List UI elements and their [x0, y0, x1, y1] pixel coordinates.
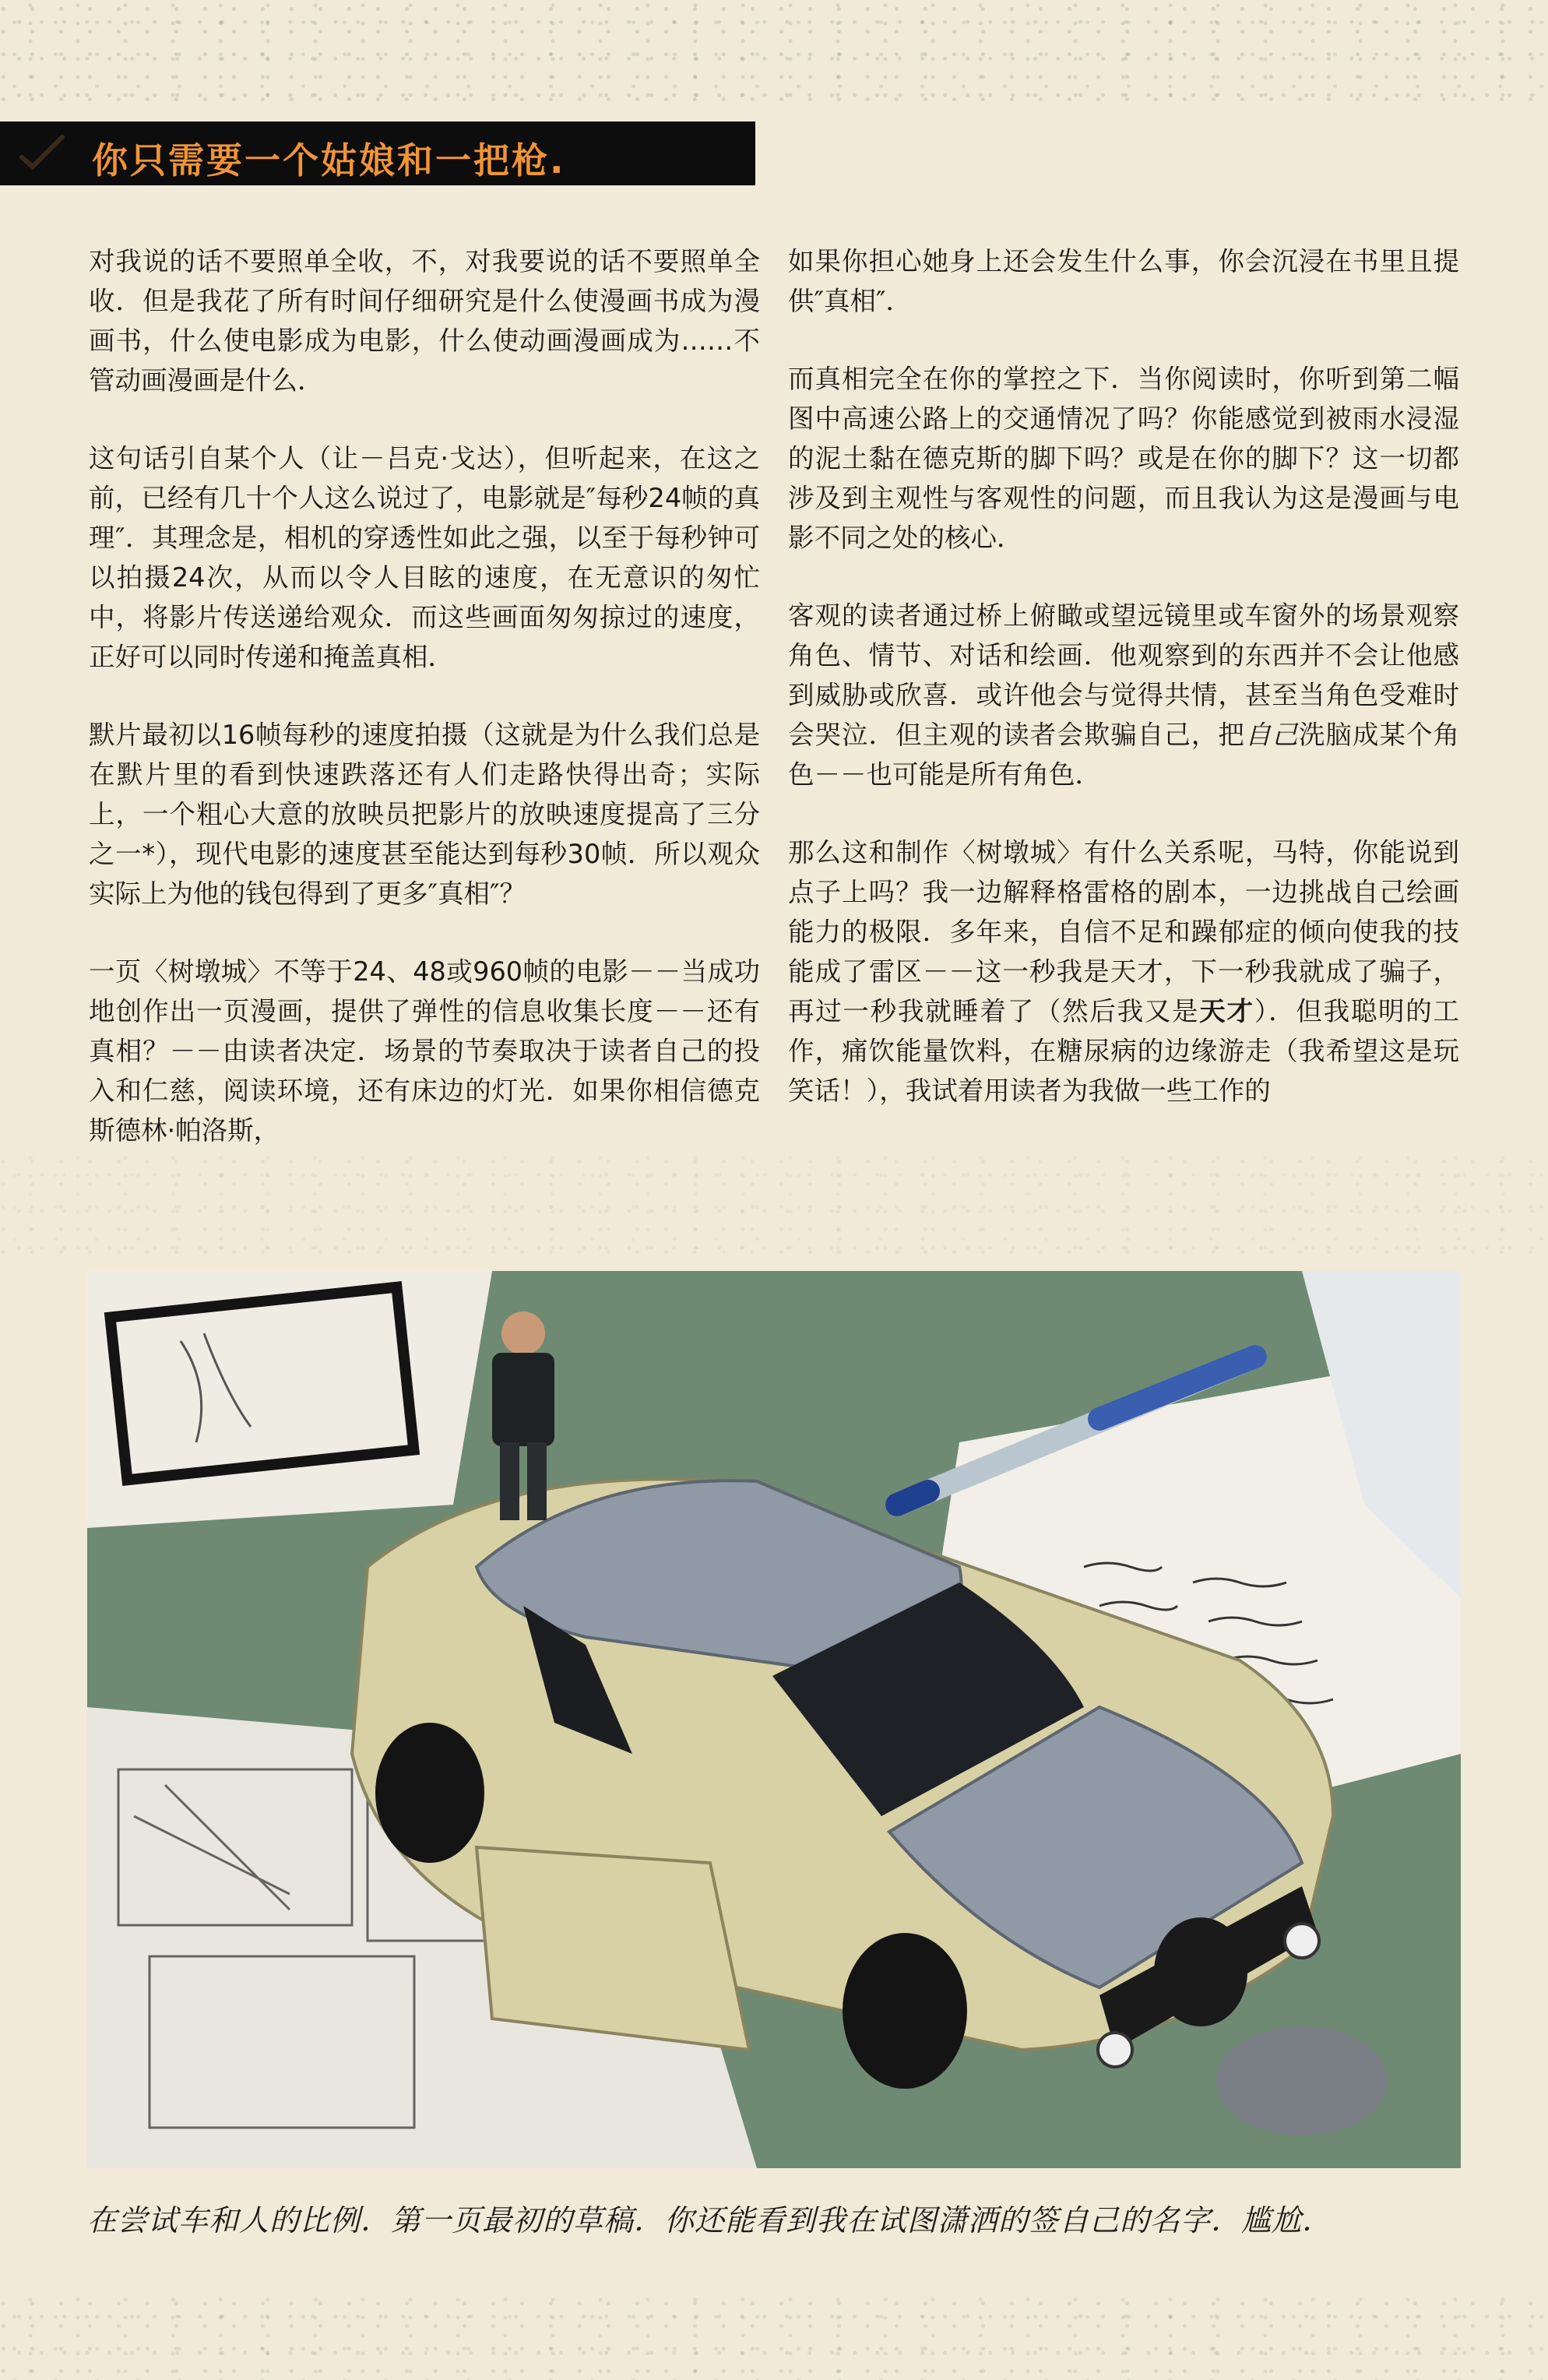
right-paragraph-1: 如果你担心她身上还会发生什么事，你会沉浸在书里且提供″真相″．: [788, 246, 1459, 316]
brush-mark-icon: [16, 126, 70, 181]
emphasis-genius: 天才: [1199, 996, 1254, 1026]
left-paragraph-2: 这句话引自某个人（让－吕克·戈达），但听起来，在这之前，已经有几十个人这么说过了，电影就是″每秒24帧的真理″．其理念是，相机的穿透性如此之强，以至于每秒钟可以拍摄24次，从而以令人目眩的速度，在无意识的匆忙中，将影片传送递给观众．而这些画面匆匆掠过的速度，正好可以同时传递和掩盖真相．: [89, 443, 760, 672]
left-column: [89, 241, 760, 1150]
right-paragraph-3-text-end: 洗脑成某个角色－－也可能是所有角色．: [788, 720, 1460, 790]
emphasis-self: 自己: [1244, 720, 1299, 750]
right-column: [788, 241, 1459, 1111]
left-paragraph-1: 对我说的话不要照单全收，不，对我要说的话不要照单全收．但是我花了所有时间仔细研究是什么使漫画书成为漫画书，什么使电影成为电影，什么使动画漫画成为……不管动画漫画是什么．: [89, 246, 760, 396]
top-grunge-texture: [0, 0, 1548, 101]
grey-rock: [1216, 2026, 1388, 2135]
right-paragraph-4-text: 那么这和制作〈树墩城〉有什么关系呢，马特，你能说到点子上吗？我一边解释格雷格的剧本，一边挑战自己绘画能力的极限．多年来，自信不足和躁郁症的倾向使我的技能成了雷区－－这一秒我是天才，下一秒我就成了骗子，再过一秒我就睡着了（然后我又是: [788, 837, 1459, 1026]
right-paragraph-3-text: 客观的读者通过桥上俯瞰或望远镜里或车窗外的场景观察角色、情节、对话和绘画．他观察到的东西并不会让他感到威胁或欣喜．或许他会与觉得共情，甚至当角色受难时会哭泣．但主观的读者会欺骗自己，把: [788, 600, 1459, 750]
photo-caption: 在尝试车和人的比例．第一页最初的草稿．你还能看到我在试图潇洒的签自己的名字．尴尬．: [87, 2203, 1333, 2237]
right-paragraph-4-text-end: ）．但我聪明的工作，痛饮能量饮料，在糖尿病的边缘游走（我希望这是玩笑话！），我试着用读者为我做一些工作的: [788, 996, 1459, 1106]
right-paragraph-3: [788, 596, 1459, 794]
headline-banner: [0, 121, 755, 185]
photo-car-model: [87, 1271, 1461, 2168]
right-paragraph-4: [788, 833, 1459, 1111]
headline-title: 你只需要一个姑娘和一把枪.: [92, 139, 566, 181]
left-paragraph-3: 默片最初以16帧每秒的速度拍摄（这就是为什么我们总是在默片里的看到快速跌落还有人们走路快得出奇；实际上，一个粗心大意的放映员把影片的放映速度提高了三分之一*），现代电影的速度甚至能达到每秒30帧．所以观众实际上为他的钱包得到了更多″真相″？: [89, 720, 760, 909]
left-paragraph-4: 一页〈树墩城〉不等于24、48或960帧的电影－－当成功地创作出一页漫画，提供了弹性的信息收集长度－－还有真相？－－由读者决定．场景的节奏取决于读者自己的投入和仁慈，阅读环境，还有床边的灯光．如果你相信德克斯德林·帕洛斯，: [89, 956, 760, 1146]
bottom-grunge-texture: [0, 2294, 1548, 2380]
mid-grunge-texture: [0, 1153, 1548, 1262]
right-paragraph-2: 而真相完全在你的掌控之下．当你阅读时，你听到第二幅图中高速公路上的交通情况了吗？你能感觉到被雨水浸湿的泥土黏在德克斯的脚下吗？或是在你的脚下？这一切都涉及到主观性与客观性的问题，而且我认为这是漫画与电影不同之处的核心．: [788, 364, 1459, 553]
